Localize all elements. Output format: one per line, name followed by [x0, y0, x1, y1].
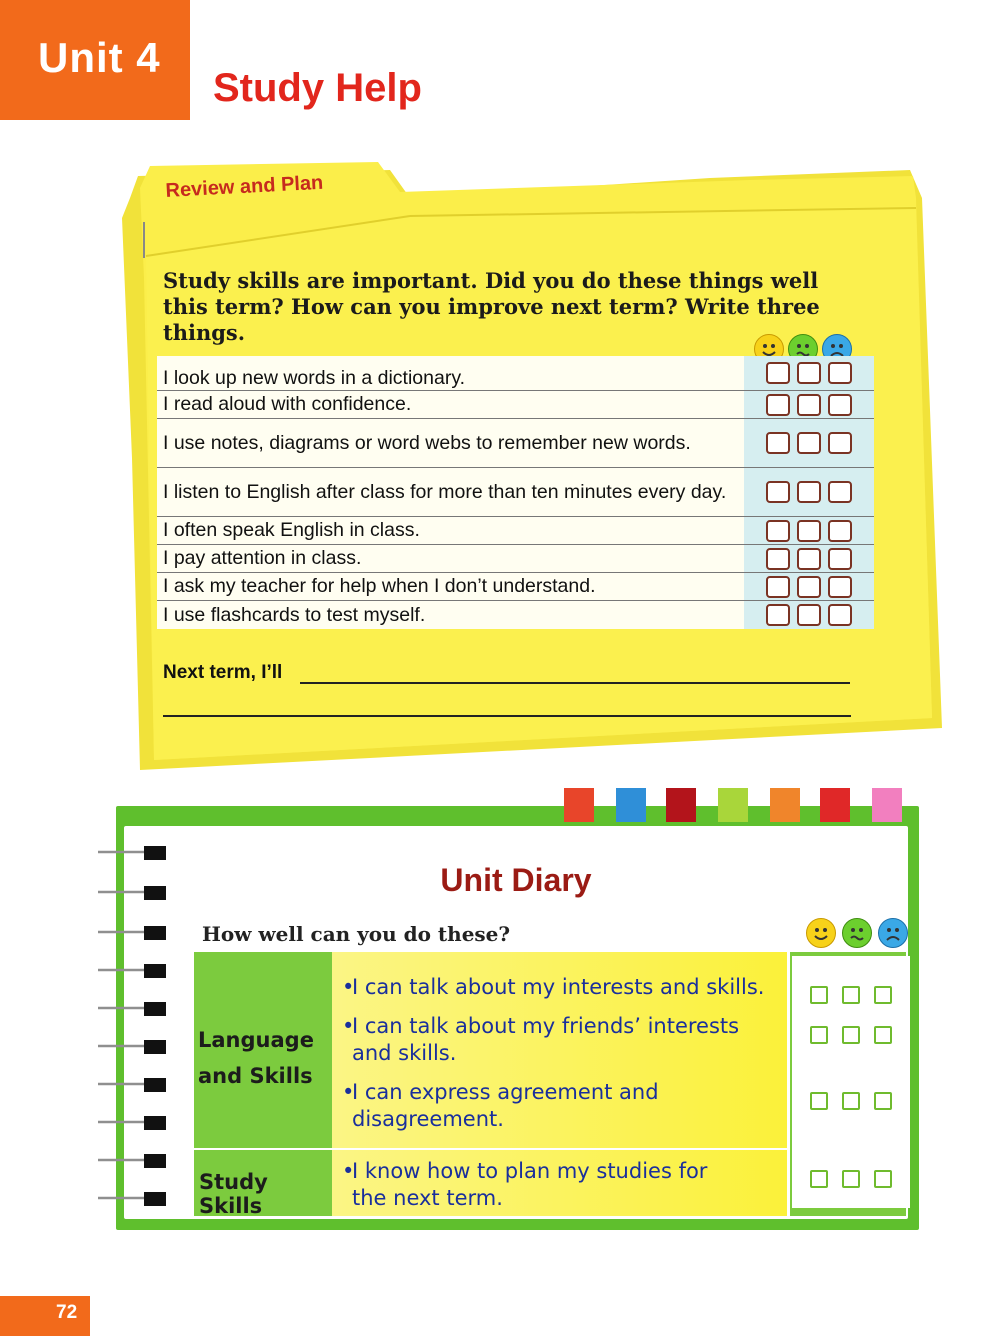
next-term-label: Next term, I’ll [163, 662, 283, 683]
rating-checkbox[interactable] [828, 362, 852, 384]
bookmark-tab [666, 788, 696, 822]
item-text: I can express agreement and [352, 1080, 659, 1104]
item-text: I use flashcards to test myself. [163, 603, 426, 626]
rating-checkbox[interactable] [766, 432, 790, 454]
list-item: •I can talk about my friends’ interests and skills. [342, 1014, 740, 1065]
rating-checkbox[interactable] [828, 481, 852, 503]
rating-checkbox[interactable] [797, 394, 821, 416]
unit-label: Unit 4 [38, 34, 161, 81]
unit-diary [116, 806, 919, 1230]
rating-boxes [744, 391, 874, 418]
rating-boxes [744, 419, 874, 467]
rating-checkbox[interactable] [797, 548, 821, 570]
rating-boxes [744, 517, 874, 544]
folder-tab-label: Review and Plan [165, 171, 324, 202]
bookmark-tab [820, 788, 850, 822]
rating-faces [806, 918, 908, 948]
list-item [157, 468, 874, 517]
rating-boxes [744, 356, 874, 390]
spiral-binding-icon [92, 840, 172, 1220]
rating-checkbox[interactable] [797, 520, 821, 542]
rating-column-inner [792, 956, 910, 1208]
rating-checkbox[interactable] [797, 481, 821, 503]
list-item [157, 419, 874, 468]
category-label-line: Language [198, 1028, 314, 1052]
rating-checkbox[interactable] [828, 520, 852, 542]
item-text: disagreement. [352, 1107, 504, 1131]
rating-checkbox[interactable] [828, 548, 852, 570]
item-text: the next term. [352, 1186, 503, 1210]
divider [194, 1148, 332, 1150]
list-item [157, 356, 874, 391]
item-text: I know how to plan my studies for [352, 1159, 708, 1183]
item-text: I can talk about my interests and skills. [352, 975, 765, 999]
rating-boxes [744, 573, 874, 600]
next-term-answer-line[interactable] [163, 715, 851, 717]
rating-checkbox[interactable] [874, 1092, 892, 1110]
rating-checkbox[interactable] [766, 604, 790, 626]
list-item [157, 573, 874, 601]
self-check-list [157, 356, 874, 629]
rating-checkbox[interactable] [766, 548, 790, 570]
bookmark-tab [872, 788, 902, 822]
item-text: I look up new words in a dictionary. [163, 366, 466, 389]
list-item: •I can express agreement and disagreement. [342, 1080, 659, 1131]
item-text: I read aloud with confidence. [163, 393, 412, 415]
diary-table [194, 952, 906, 1216]
rating-checkbox[interactable] [828, 604, 852, 626]
rating-checkbox[interactable] [797, 576, 821, 598]
rating-checkbox[interactable] [842, 1026, 860, 1044]
rating-checkbox[interactable] [797, 362, 821, 384]
rating-checkbox[interactable] [828, 432, 852, 454]
list-item: •I can talk about my interests and skills. [342, 975, 765, 999]
rating-checkbox[interactable] [842, 1092, 860, 1110]
rating-checkbox[interactable] [810, 1170, 828, 1188]
list-item [157, 517, 874, 545]
bookmark-tab [564, 788, 594, 822]
list-item [157, 391, 874, 419]
rating-checkbox[interactable] [766, 481, 790, 503]
page-title: Study Help [213, 66, 422, 110]
item-text: I can talk about my friends’ interests [352, 1014, 740, 1038]
bookmark-tab [616, 788, 646, 822]
diary-title: Unit Diary [440, 862, 592, 898]
list-item [157, 545, 874, 573]
rating-checkbox[interactable] [766, 576, 790, 598]
rating-checkbox[interactable] [842, 1170, 860, 1188]
category-column [194, 952, 332, 1216]
rating-checkbox[interactable] [842, 986, 860, 1004]
page-number: 72 [56, 1302, 78, 1323]
rating-checkbox[interactable] [797, 604, 821, 626]
rating-checkbox[interactable] [874, 986, 892, 1004]
bookmark-tab [718, 788, 748, 822]
list-item: •I know how to plan my studies for the next term. [342, 1159, 708, 1210]
rating-checkbox[interactable] [828, 394, 852, 416]
bookmark-tab [770, 788, 800, 822]
rating-checkbox[interactable] [874, 1026, 892, 1044]
sad-face-icon [878, 918, 908, 948]
instructions: Study skills are important. Did you do these things well this term? How can you improve next term? Write three things. [163, 268, 820, 345]
rating-checkbox[interactable] [810, 1092, 828, 1110]
rating-boxes [744, 468, 874, 516]
category-language-skills [198, 1022, 314, 1094]
rating-checkbox[interactable] [766, 520, 790, 542]
category-label-line: and Skills [198, 1064, 313, 1088]
rating-column [790, 952, 906, 1216]
item-text: I pay attention in class. [163, 547, 362, 569]
rating-checkbox[interactable] [766, 394, 790, 416]
rating-checkbox[interactable] [797, 432, 821, 454]
rating-checkbox[interactable] [810, 1026, 828, 1044]
rating-checkbox[interactable] [810, 986, 828, 1004]
item-text: I use notes, diagrams or word webs to remember new words. [163, 431, 691, 454]
next-term-answer-line[interactable] [300, 682, 850, 684]
diary-question: How well can you do these? [202, 922, 511, 946]
happy-face-icon [806, 918, 836, 948]
item-text: I listen to English after class for more than ten minutes every day. [163, 480, 727, 503]
rating-checkbox[interactable] [874, 1170, 892, 1188]
rating-checkbox[interactable] [828, 576, 852, 598]
category-study-skills: Study Skills [199, 1170, 268, 1218]
list-item [157, 601, 874, 629]
rating-boxes [744, 601, 874, 629]
item-text: and skills. [352, 1041, 457, 1065]
skills-column [332, 952, 787, 1216]
neutral-face-icon [842, 918, 872, 948]
item-text: I ask my teacher for help when I don’t understand. [163, 575, 596, 597]
item-text: I often speak English in class. [163, 519, 420, 541]
rating-boxes [744, 545, 874, 572]
diary-page [124, 826, 908, 1219]
divider [332, 1148, 787, 1150]
rating-checkbox[interactable] [766, 362, 790, 384]
